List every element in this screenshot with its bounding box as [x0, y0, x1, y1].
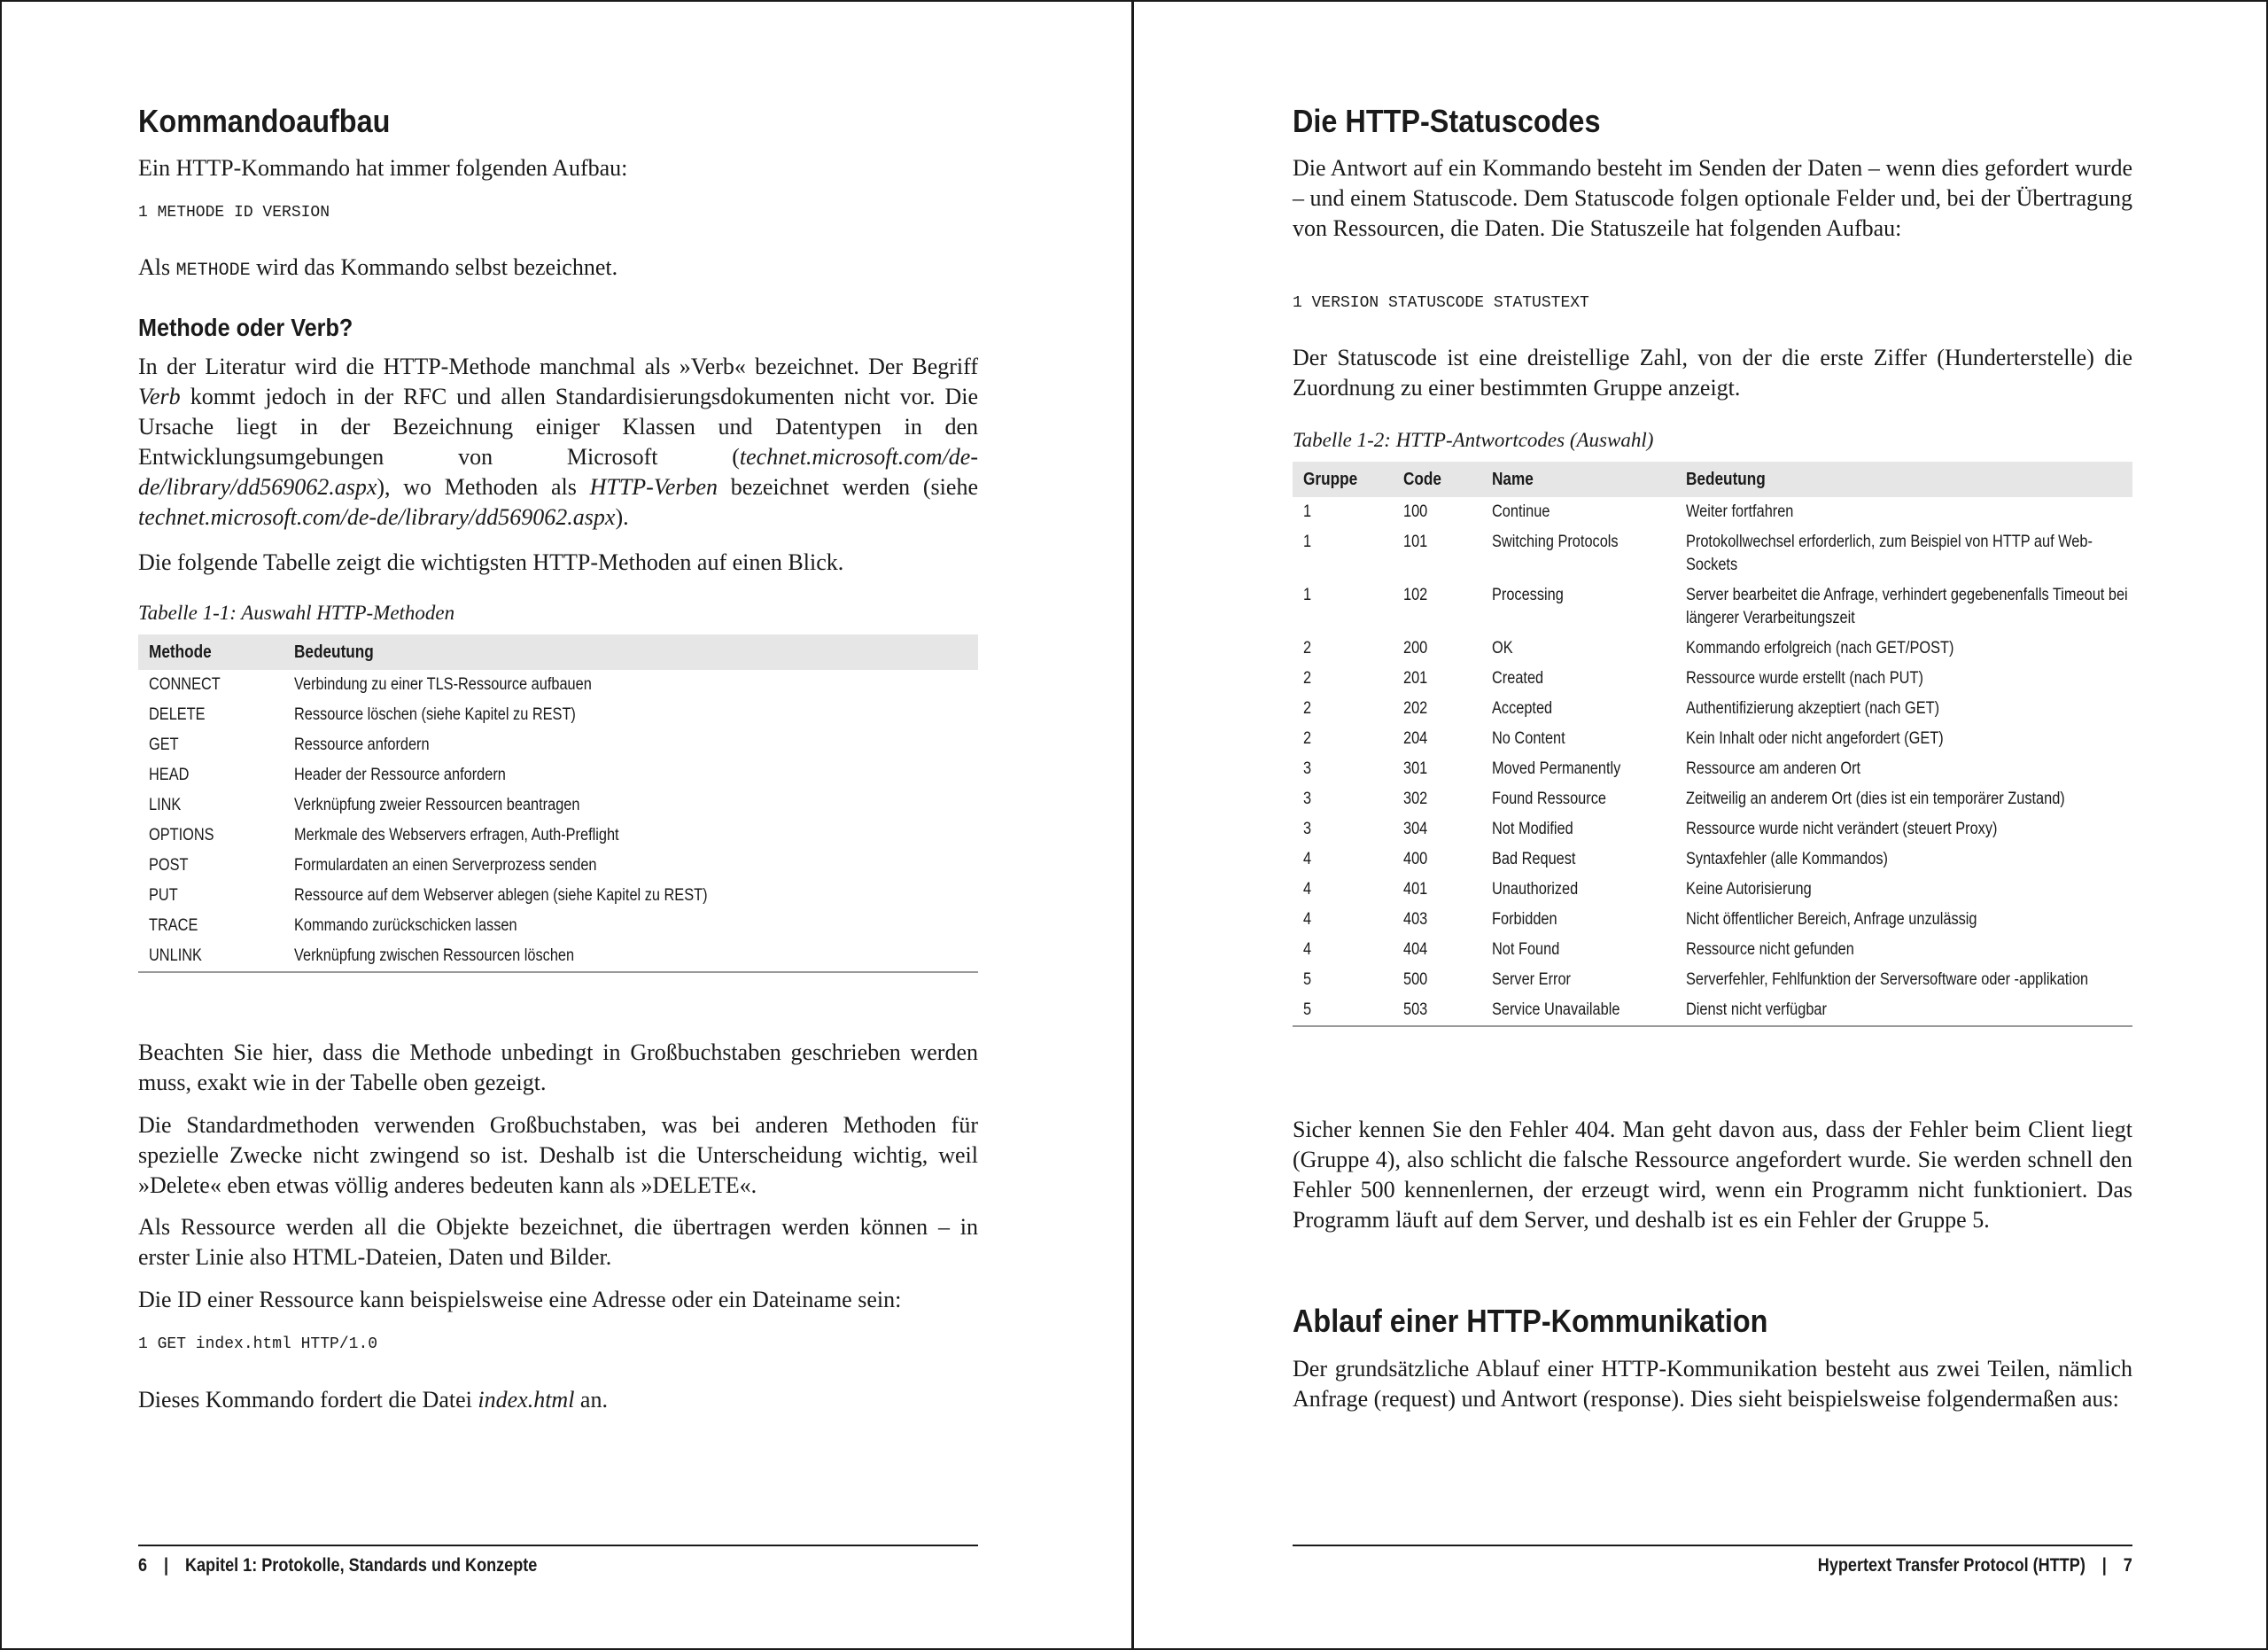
methods-table-row [138, 821, 978, 851]
paragraph-fordert: Dieses Kommando fordert die Datei index.html an. [138, 1387, 608, 1413]
code-listing-1: 1 METHODE ID VERSION [138, 204, 330, 222]
table-cell: 400 [1403, 850, 1428, 868]
table-cell: OPTIONS [149, 826, 214, 844]
table-cell: 4 [1303, 880, 1312, 899]
footer-rule-left [138, 1545, 978, 1546]
table-cell: 301 [1403, 759, 1428, 778]
table-cell: Kein Inhalt oder nicht angefordert (GET) [1686, 729, 1944, 748]
status-table-row [1293, 724, 2132, 754]
chapter-title: Kapitel 1: Protokolle, Standards und Konzepte [184, 1555, 538, 1576]
table-cell: 5 [1293, 995, 1393, 1026]
table-cell: 4 [1303, 940, 1312, 959]
page-number-left: 6 [138, 1555, 148, 1576]
table-cell: GET [149, 735, 179, 754]
table-cell: LINK [149, 796, 182, 814]
table-cell: Formulardaten an einen Serverprozess senden [294, 856, 597, 875]
table-cell: Verknüpfung zweier Ressourcen beantragen [294, 796, 580, 814]
table-cell: DELETE [149, 705, 206, 724]
table1-caption: Tabelle 1-1: Auswahl HTTP-Methoden [138, 602, 455, 624]
methods-table [138, 634, 978, 973]
status-table-row [1293, 905, 2132, 935]
table-cell: 1 [1303, 502, 1312, 521]
table-cell: OK [1492, 639, 1513, 658]
status-table-row [1293, 754, 2132, 784]
status-table-row [1293, 995, 2132, 1026]
table-cell: Server Error [1492, 970, 1571, 989]
methods-table-row [138, 700, 978, 730]
table-cell: Kommando zurückschicken lassen [294, 916, 517, 935]
status-table-row [1293, 814, 2132, 844]
status-table-row [1293, 580, 2132, 634]
table-cell: Service Unavailable [1481, 995, 1675, 1026]
left-page [138, 0, 978, 1650]
heading-statuscodes: Die HTTP-Statuscodes [1293, 103, 1601, 139]
table-cell: Not Modified [1492, 820, 1573, 838]
table-cell: Accepted [1492, 699, 1553, 718]
table-cell: CONNECT [149, 675, 221, 694]
table2-header-bedeutung: Bedeutung [1675, 462, 2132, 497]
table-cell: Created [1492, 669, 1544, 688]
table-cell: Bad Request [1492, 850, 1576, 868]
table-cell: Merkmale des Webservers erfragen, Auth-Preflight [294, 826, 619, 844]
table-cell: UNLINK [138, 941, 284, 972]
table-cell: 304 [1403, 820, 1428, 838]
table-cell: No Content [1492, 729, 1565, 748]
table-cell: Dienst nicht verfügbar [1675, 995, 2132, 1026]
table-cell: 204 [1403, 729, 1428, 748]
table-cell: Ressource anfordern [294, 735, 430, 754]
table-cell: 302 [1403, 790, 1428, 808]
status-table-row [1293, 784, 2132, 814]
footer-separator: | [163, 1555, 169, 1576]
status-table-row [1293, 965, 2132, 995]
paragraph-antwort: Die Antwort auf ein Kommando besteht im Senden der Daten – wenn dies gefordert wurde – und einem Statuscode. Dem Statuscode folgen optionale Felder und, bei der Übertragung von Ressourcen, die Daten. Die Statuszeile hat folgenden Aufbau: [1293, 155, 2132, 241]
table-cell: Processing [1492, 586, 1564, 604]
table-cell: 503 [1393, 995, 1481, 1026]
table-cell: Verknüpfung zwischen Ressourcen löschen [284, 941, 978, 972]
table-cell: 101 [1403, 533, 1428, 551]
page-gutter [1131, 0, 1134, 1650]
table-cell: Not Found [1492, 940, 1560, 959]
footer-separator: | [2101, 1555, 2108, 1576]
table2-header-code: Code [1393, 462, 1481, 497]
table-cell: Nicht öffentlicher Bereich, Anfrage unzulässig [1686, 910, 1977, 929]
methods-table-row [138, 670, 978, 700]
table-cell: Kommando erfolgreich (nach GET/POST) [1686, 639, 1954, 658]
page-number-right: 7 [2123, 1555, 2132, 1576]
methods-table-row [138, 760, 978, 790]
table-cell: 401 [1403, 880, 1428, 899]
book-section-title: Hypertext Transfer Protocol (HTTP) [1817, 1555, 2086, 1576]
paragraph-ressource: Als Ressource werden all die Objekte bezeichnet, die übertragen werden können – in erster Linie also HTML-Dateien, Daten und Bilder. [138, 1214, 978, 1270]
table-cell: 500 [1403, 970, 1428, 989]
table-cell: Syntaxfehler (alle Kommandos) [1686, 850, 1888, 868]
table-cell: Forbidden [1492, 910, 1557, 929]
table-cell: Header der Ressource anfordern [294, 766, 506, 784]
paragraph-fehler: Sicher kennen Sie den Fehler 404. Man geht davon aus, dass der Fehler beim Client liegt (Gruppe 4), also schlicht die falsche Ressource angefordert wurde. Sie werden schnell den Fehler 500 kennenlernen, der erzeugt wird, wenn ein Programm nicht funktioniert. Das Programm läuft auf dem Server, und deshalb ist es ein Fehler der Gruppe 5. [1293, 1117, 2132, 1233]
table-cell: 4 [1303, 850, 1312, 868]
code-listing-3: 1 VERSION STATUSCODE STATUSTEXT [1293, 294, 1589, 312]
methods-table-row [138, 911, 978, 941]
table-cell: Serverfehler, Fehlfunktion der Serversoftware oder -applikation [1686, 970, 2089, 989]
table1-header-methode: Methode [138, 634, 284, 670]
paragraph-methode: Als METHODE wird das Kommando selbst bezeichnet. [138, 254, 618, 281]
table-cell: 100 [1403, 502, 1428, 521]
status-table-row [1293, 527, 2132, 580]
table-cell: 1 [1303, 533, 1312, 551]
methods-table-row [138, 730, 978, 760]
table-cell: 3 [1303, 820, 1312, 838]
table-cell: Ressource wurde erstellt (nach PUT) [1686, 669, 1923, 688]
table-cell: 2 [1303, 639, 1312, 658]
table-cell: Verbindung zu einer TLS-Ressource aufbauen [294, 675, 592, 694]
table-cell: 403 [1403, 910, 1428, 929]
methods-table-row [138, 851, 978, 881]
status-table-row [1293, 497, 2132, 527]
table2-caption: Tabelle 1-2: HTTP-Antwortcodes (Auswahl) [1293, 429, 1654, 451]
table-cell: PUT [149, 886, 178, 905]
table1-header-bedeutung: Bedeutung [284, 634, 978, 670]
code-listing-2: 1 GET index.html HTTP/1.0 [138, 1335, 378, 1353]
table-cell: Continue [1492, 502, 1550, 521]
heading-ablauf: Ablauf einer HTTP-Kommunikation [1293, 1303, 1768, 1339]
table-cell: HEAD [149, 766, 190, 784]
table-cell: Ressource am anderen Ort [1686, 759, 1861, 778]
paragraph-intro: Ein HTTP-Kommando hat immer folgenden Aufbau: [138, 155, 628, 181]
footer-rule-right [1293, 1545, 2132, 1546]
table-cell: 3 [1303, 759, 1312, 778]
methods-table-row [138, 941, 978, 972]
table-cell: Protokollwechsel erforderlich, zum Beispiel von HTTP auf Web-Sockets [1686, 533, 2093, 574]
table-cell: 4 [1303, 910, 1312, 929]
table-cell: Authentifizierung akzeptiert (nach GET) [1686, 699, 1940, 718]
table-cell: 2 [1303, 729, 1312, 748]
table2-header-name: Name [1481, 462, 1675, 497]
table-cell: POST [149, 856, 189, 875]
table-cell: Moved Permanently [1492, 759, 1621, 778]
paragraph-literatur: In der Literatur wird die HTTP-Methode manchmal als »Verb« bezeichnet. Der Begriff Verb kommt jedoch in der RFC und allen Standardisierungsdokumenten nicht vor. Die Ursache liegt in der Bezeichnung einiger Klassen und Datentypen in den Entwicklungsumgebungen von Microsoft (technet.microsoft.com/de-de/library/dd569062.aspx), wo Methoden als HTTP-Verben bezeichnet werden (siehe technet.microsoft.com/de-de/library/dd569062.aspx). [138, 354, 978, 530]
footer-left [138, 1553, 978, 1579]
table-cell: Ressource löschen (siehe Kapitel zu REST) [294, 705, 576, 724]
table-cell: 202 [1403, 699, 1428, 718]
table-cell: Ressource wurde nicht verändert (steuert Proxy) [1686, 820, 1998, 838]
paragraph-table-intro: Die folgende Tabelle zeigt die wichtigsten HTTP-Methoden auf einen Blick. [138, 549, 844, 575]
table2-header-gruppe: Gruppe [1293, 462, 1393, 497]
methods-table-row [138, 790, 978, 821]
status-table-row [1293, 664, 2132, 694]
table-cell: TRACE [149, 916, 198, 935]
right-page [1293, 0, 2132, 1650]
table-cell: Switching Protocols [1492, 533, 1619, 551]
status-table-row [1293, 694, 2132, 724]
table-cell: Ressource auf dem Webserver ablegen (siehe Kapitel zu REST) [294, 886, 708, 905]
table-cell: Server bearbeitet die Anfrage, verhindert gegebenenfalls Timeout bei längerer Verarbeitungszeit [1686, 586, 2128, 627]
status-codes-table [1293, 462, 2132, 1027]
paragraph-ablauf: Der grundsätzliche Ablauf einer HTTP-Kommunikation besteht aus zwei Teilen, nämlich Anfrage (request) und Antwort (response). Dies sieht beispielsweise folgendermaßen aus: [1293, 1356, 2132, 1412]
status-table-row [1293, 935, 2132, 965]
table-cell: Keine Autorisierung [1686, 880, 1812, 899]
table-cell: Ressource nicht gefunden [1686, 940, 1854, 959]
paragraph-grossbuchstaben: Beachten Sie hier, dass die Methode unbedingt in Großbuchstaben geschrieben werden muss, exakt wie in der Tabelle oben gezeigt. [138, 1039, 978, 1095]
status-table-row [1293, 875, 2132, 905]
table-cell: Weiter fortfahren [1686, 502, 1794, 521]
paragraph-standardmethoden: Die Standardmethoden verwenden Großbuchstaben, was bei anderen Methoden für spezielle Zwecke nicht zwingend so ist. Deshalb ist die Unterscheidung wichtig, weil »Delete« eben etwas völlig anderes bedeuten kann als »DELETE«. [138, 1112, 978, 1198]
table-cell: Unauthorized [1492, 880, 1579, 899]
table-cell: 102 [1403, 586, 1428, 604]
heading-methode-oder-verb: Methode oder Verb? [138, 314, 353, 341]
table-cell: 404 [1403, 940, 1428, 959]
paragraph-id: Die ID einer Ressource kann beispielsweise eine Adresse oder ein Dateiname sein: [138, 1287, 902, 1312]
heading-kommandoaufbau: Kommandoaufbau [138, 103, 391, 139]
methods-table-row [138, 881, 978, 911]
paragraph-dreistellig: Der Statuscode ist eine dreistellige Zahl, von der die erste Ziffer (Hunderterstelle) die Zuordnung zu einer bestimmten Gruppe anzeigt. [1293, 345, 2132, 401]
status-table-row [1293, 634, 2132, 664]
table-cell: 200 [1403, 639, 1428, 658]
table-cell: 3 [1303, 790, 1312, 808]
status-table-row [1293, 844, 2132, 875]
table-cell: 201 [1403, 669, 1428, 688]
footer-right [1293, 1553, 2132, 1579]
table-cell: 2 [1303, 699, 1312, 718]
table-cell: 5 [1303, 970, 1312, 989]
table-cell: 1 [1303, 586, 1312, 604]
table-cell: 2 [1303, 669, 1312, 688]
table-cell: Zeitweilig an anderem Ort (dies ist ein temporärer Zustand) [1686, 790, 2065, 808]
table-cell: Found Ressource [1492, 790, 1606, 808]
